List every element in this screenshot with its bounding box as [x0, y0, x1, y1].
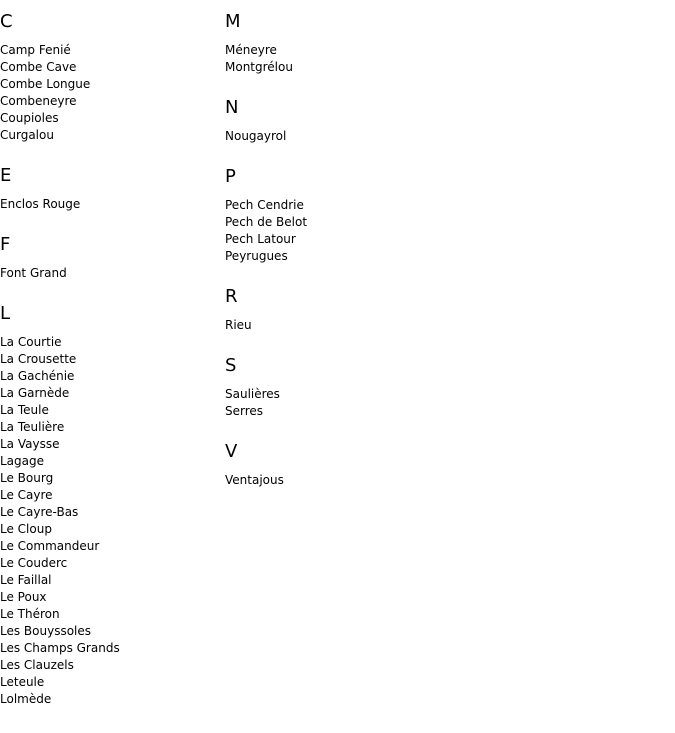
name-item: Le Cloup	[0, 522, 52, 536]
name-list	[225, 386, 440, 420]
name-item: Lagage	[0, 454, 45, 468]
name-list	[225, 472, 440, 489]
name-item: Le Couderc	[0, 556, 68, 570]
name-item: Font Grand	[0, 266, 67, 280]
name-item: Le Faillal	[0, 573, 52, 587]
name-item: Nougayrol	[225, 129, 287, 143]
name-list	[0, 265, 215, 282]
index-column-left	[0, 0, 215, 730]
name-item: Coupioles	[0, 111, 59, 125]
name-item: Les Bouyssoles	[0, 624, 92, 638]
name-item: Camp Fenié	[0, 43, 71, 57]
letter-group-v	[225, 442, 440, 489]
name-item: Le Cayre	[0, 488, 53, 502]
group-letter: N	[225, 97, 239, 118]
group-letter: F	[0, 234, 11, 255]
name-item: Le Bourg	[0, 471, 54, 485]
name-item: Enclos Rouge	[0, 197, 81, 211]
name-item: Curgalou	[0, 128, 54, 142]
name-item: La Teulière	[0, 420, 65, 434]
name-list	[225, 128, 440, 145]
name-list	[225, 197, 440, 265]
name-item: Méneyre	[225, 43, 277, 57]
group-letter: P	[225, 166, 236, 187]
name-list	[225, 42, 440, 76]
name-item: La Gachénie	[0, 369, 75, 383]
name-item: Combeneyre	[0, 94, 77, 108]
name-item: La Crousette	[0, 352, 77, 366]
letter-group-p	[225, 167, 440, 265]
letter-group-n	[225, 98, 440, 145]
name-list	[0, 196, 215, 213]
letter-group-f	[0, 235, 215, 282]
name-item: Pech de Belot	[225, 215, 308, 229]
name-item: Pech Cendrie	[225, 198, 304, 212]
letter-group-e	[0, 166, 215, 213]
name-item: La Garnède	[0, 386, 70, 400]
name-item: Montgrélou	[225, 60, 293, 74]
group-letter: R	[225, 286, 238, 307]
name-item: Saulières	[225, 387, 280, 401]
name-item: Les Clauzels	[0, 658, 74, 672]
name-list	[0, 334, 215, 708]
name-item: La Teule	[0, 403, 49, 417]
name-item: Pech Latour	[225, 232, 296, 246]
name-item: Lolmède	[0, 692, 52, 706]
name-item: Combe Cave	[0, 60, 77, 74]
letter-group-l	[0, 304, 215, 708]
group-letter: E	[0, 165, 12, 186]
letter-group-r	[225, 287, 440, 334]
name-item: La Courtie	[0, 335, 62, 349]
letter-group-s	[225, 356, 440, 420]
name-item: Combe Longue	[0, 77, 91, 91]
name-item: Ventajous	[225, 473, 284, 487]
name-item: Le Commandeur	[0, 539, 100, 553]
name-item: Rieu	[225, 318, 252, 332]
group-letter: S	[225, 355, 237, 376]
name-item: Peyrugues	[225, 249, 288, 263]
group-letter: V	[225, 441, 238, 462]
name-item: Le Théron	[0, 607, 60, 621]
letter-group-c	[0, 12, 215, 144]
group-letter: L	[0, 303, 11, 324]
name-item: La Vaysse	[0, 437, 60, 451]
letter-group-m	[225, 12, 440, 76]
group-letter: C	[0, 11, 13, 32]
name-item: Leteule	[0, 675, 45, 689]
name-list	[0, 42, 215, 144]
index-column-right	[225, 0, 440, 511]
name-list	[225, 317, 440, 334]
name-item: Serres	[225, 404, 264, 418]
name-item: Le Poux	[0, 590, 47, 604]
name-item: Le Cayre-Bas	[0, 505, 79, 519]
name-item: Les Champs Grands	[0, 641, 120, 655]
group-letter: M	[225, 11, 241, 32]
